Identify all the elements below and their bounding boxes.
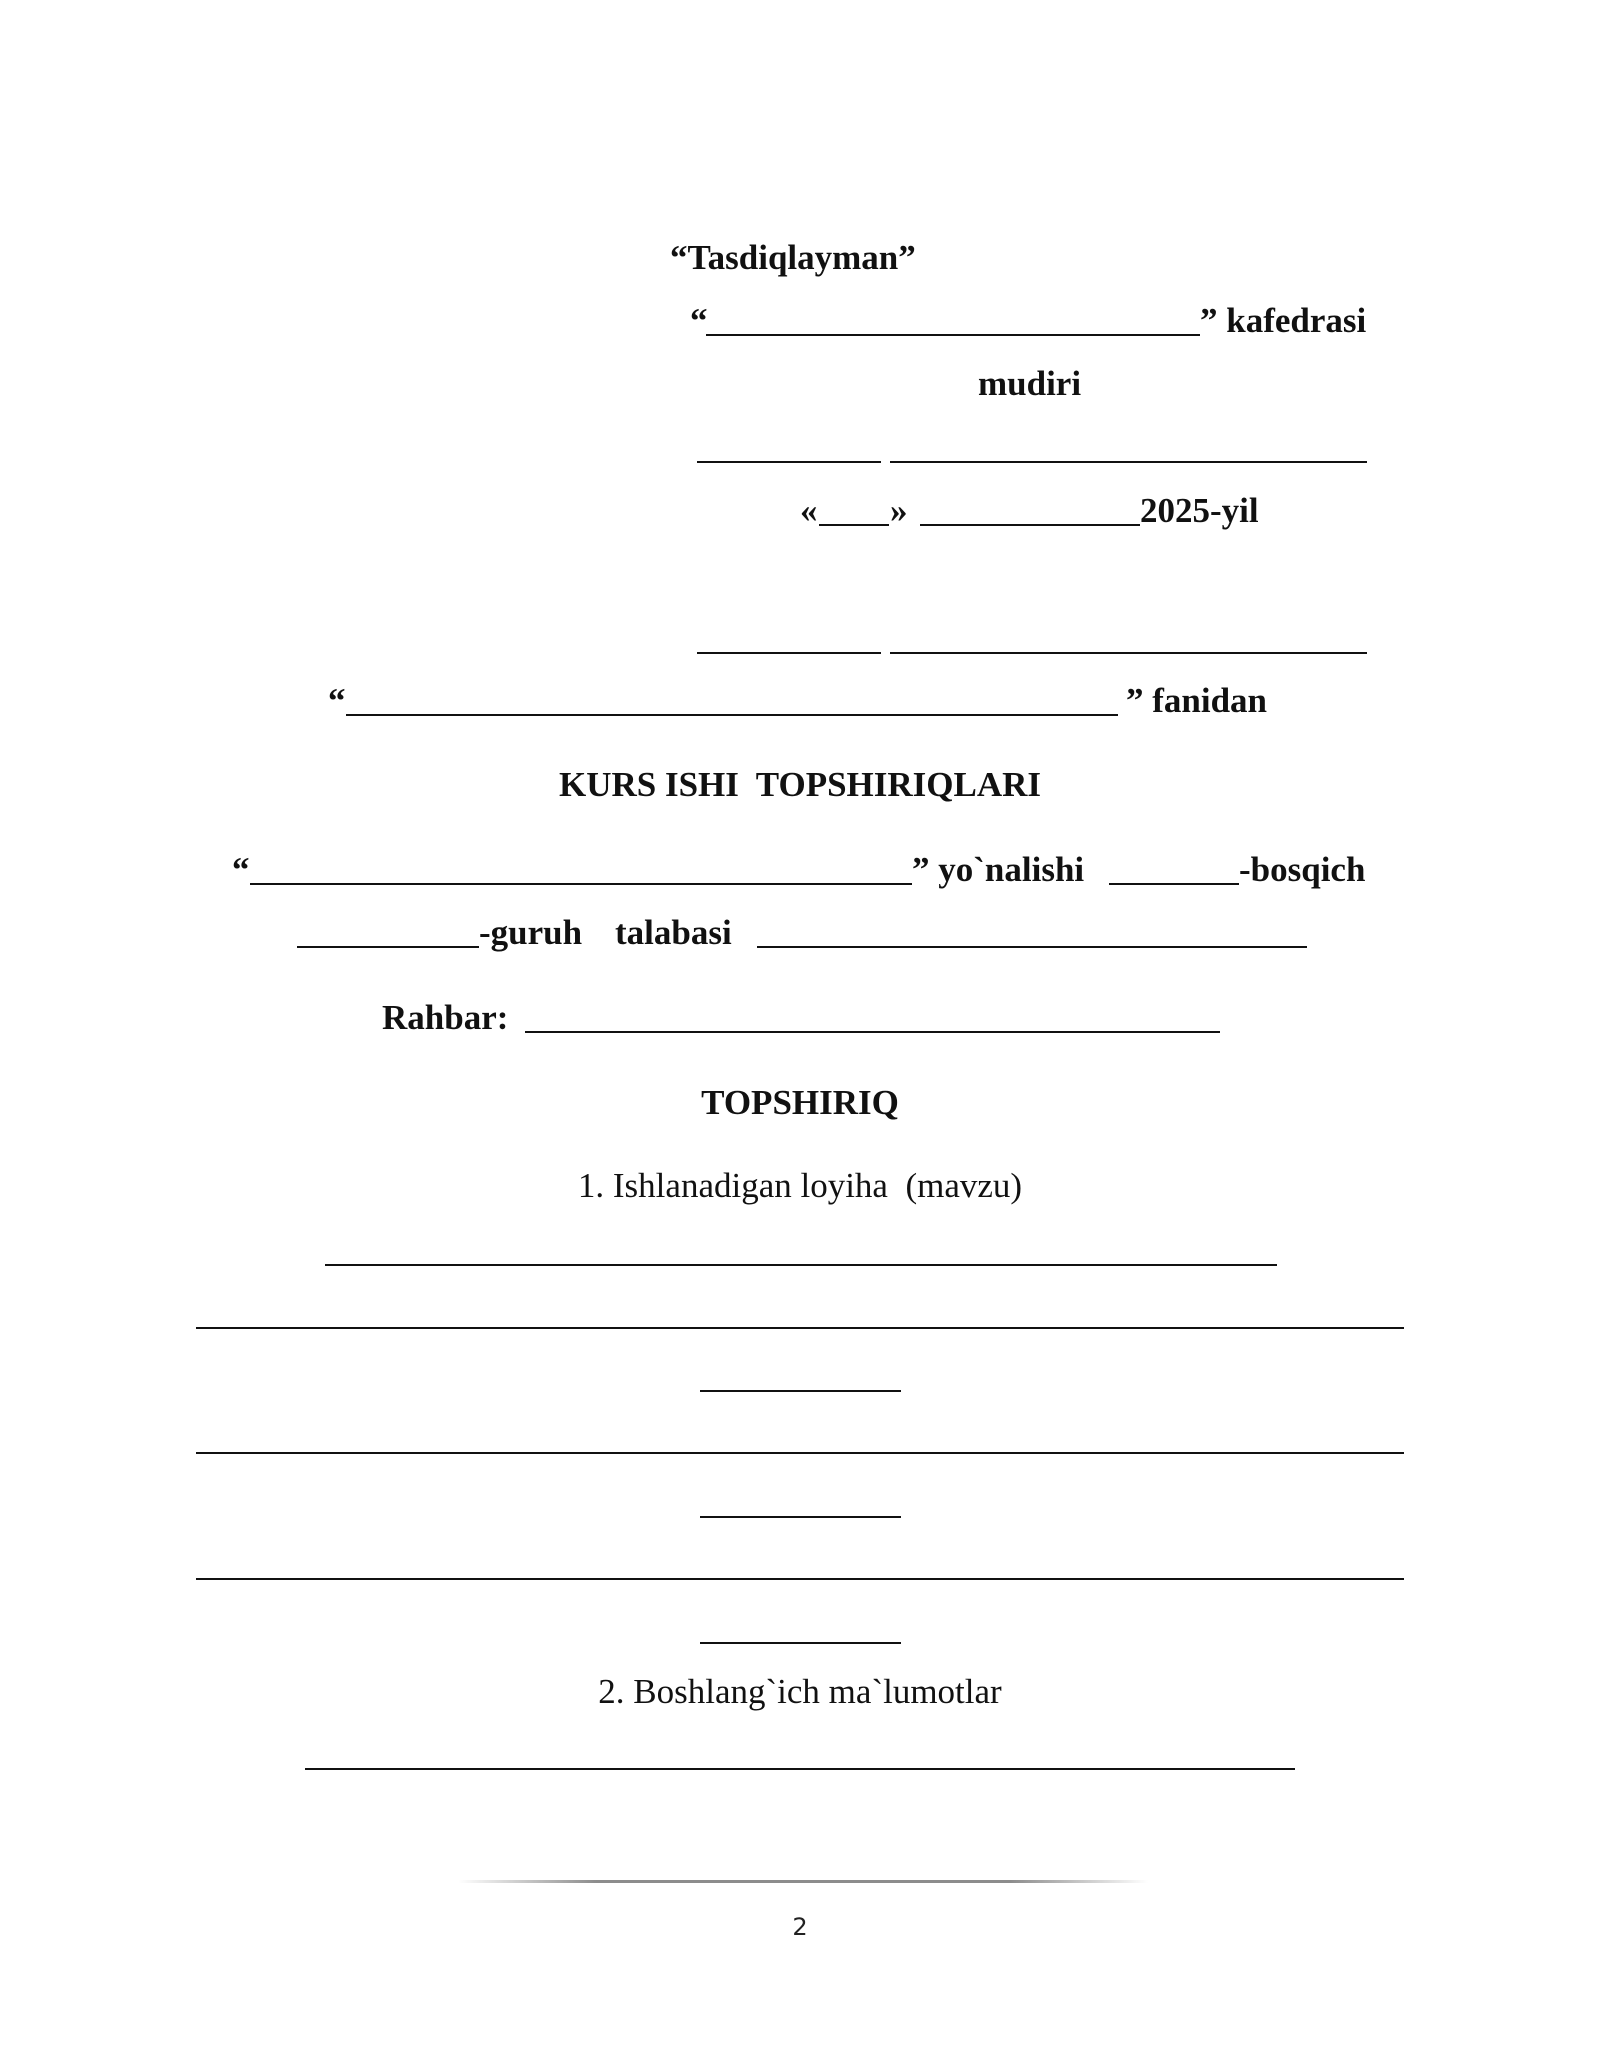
second-signature-blank[interactable] [697, 652, 881, 654]
approval-title: “Tasdiqlayman” [670, 238, 916, 277]
supervisor-name-blank[interactable] [525, 1031, 1220, 1033]
approval-year: 2025-yil [1140, 491, 1259, 530]
initial-data-blank-1[interactable] [305, 1768, 1295, 1770]
footer-separator [458, 1880, 1148, 1883]
task-item-topic: 1. Ishlanadigan loyiha (mavzu) [577, 1166, 1023, 1205]
head-name-blank[interactable] [890, 461, 1367, 463]
date-day-blank[interactable] [819, 524, 889, 526]
topic-blank-3[interactable] [700, 1390, 901, 1392]
page-number: 2 [792, 1913, 808, 1941]
task-item-initial-data: 2. Boshlang`ich ma`lumotlar [598, 1672, 1002, 1711]
date-month-blank[interactable] [920, 524, 1140, 526]
topic-blank-5[interactable] [700, 1516, 901, 1518]
second-name-blank[interactable] [890, 652, 1367, 654]
topic-blank-6[interactable] [196, 1578, 1404, 1580]
supervisor-label: Rahbar: [382, 998, 509, 1037]
course-work-heading: KURS ISHI TOPSHIRIQLARI [558, 765, 1042, 804]
stage-label: -bosqich [1239, 850, 1366, 889]
group-label: -guruh [479, 913, 583, 952]
topic-blank-7[interactable] [700, 1642, 901, 1644]
head-signature-blank[interactable] [697, 461, 881, 463]
subject-name-blank[interactable] [346, 714, 1118, 716]
student-name-blank[interactable] [757, 946, 1307, 948]
date-open-quote: « [800, 491, 818, 530]
department-open-quote: “ [690, 301, 708, 340]
student-label: talabasi [615, 913, 732, 952]
direction-open-quote: “ [232, 850, 250, 889]
department-name-blank[interactable] [706, 334, 1200, 336]
head-label: mudiri [978, 364, 1082, 403]
stage-number-blank[interactable] [1109, 883, 1239, 885]
task-heading: TOPSHIRIQ [701, 1083, 899, 1122]
date-close-quote: » [890, 491, 908, 530]
topic-blank-2[interactable] [196, 1327, 1404, 1329]
department-label: ” kafedrasi [1200, 301, 1367, 340]
direction-name-blank[interactable] [250, 883, 912, 885]
direction-label: ” yo`nalishi [912, 850, 1085, 889]
subject-label: ” fanidan [1126, 681, 1268, 720]
topic-blank-1[interactable] [325, 1264, 1277, 1266]
group-number-blank[interactable] [297, 946, 479, 948]
subject-open-quote: “ [328, 681, 346, 720]
topic-blank-4[interactable] [196, 1452, 1404, 1454]
